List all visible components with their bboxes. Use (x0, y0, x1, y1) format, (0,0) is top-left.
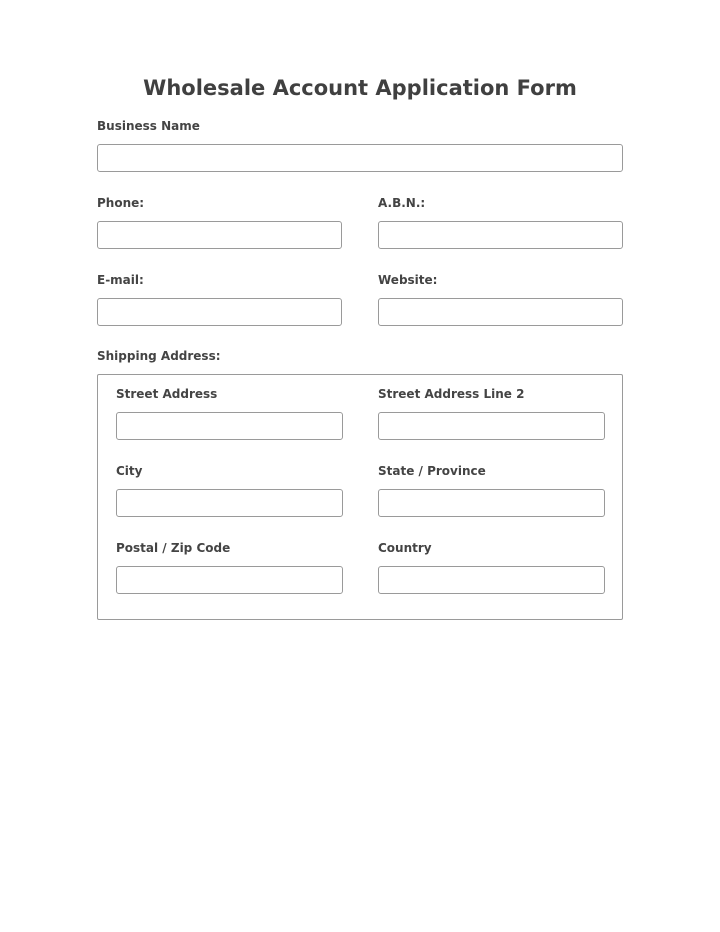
business-name-label: Business Name (97, 119, 200, 133)
shipping-address-label: Shipping Address: (97, 349, 221, 363)
business-name-input[interactable] (97, 144, 623, 172)
postal-code-input[interactable] (116, 566, 343, 594)
website-label: Website: (378, 273, 438, 287)
phone-label: Phone: (97, 196, 145, 210)
country-label: Country (378, 541, 432, 555)
country-input[interactable] (378, 566, 605, 594)
street-address-label: Street Address (116, 387, 218, 401)
abn-input[interactable] (378, 221, 623, 249)
shipping-address-group (97, 374, 623, 620)
city-label: City (116, 464, 143, 478)
email-label: E-mail: (97, 273, 144, 287)
postal-code-label: Postal / Zip Code (116, 541, 231, 555)
street-address-line2-input[interactable] (378, 412, 605, 440)
city-input[interactable] (116, 489, 343, 517)
form-title: Wholesale Account Application Form (143, 76, 577, 100)
street-address-input[interactable] (116, 412, 343, 440)
abn-label: A.B.N.: (378, 196, 426, 210)
phone-input[interactable] (97, 221, 342, 249)
street-address-line2-label: Street Address Line 2 (378, 387, 525, 401)
state-province-input[interactable] (378, 489, 605, 517)
state-province-label: State / Province (378, 464, 486, 478)
website-input[interactable] (378, 298, 623, 326)
email-input[interactable] (97, 298, 342, 326)
